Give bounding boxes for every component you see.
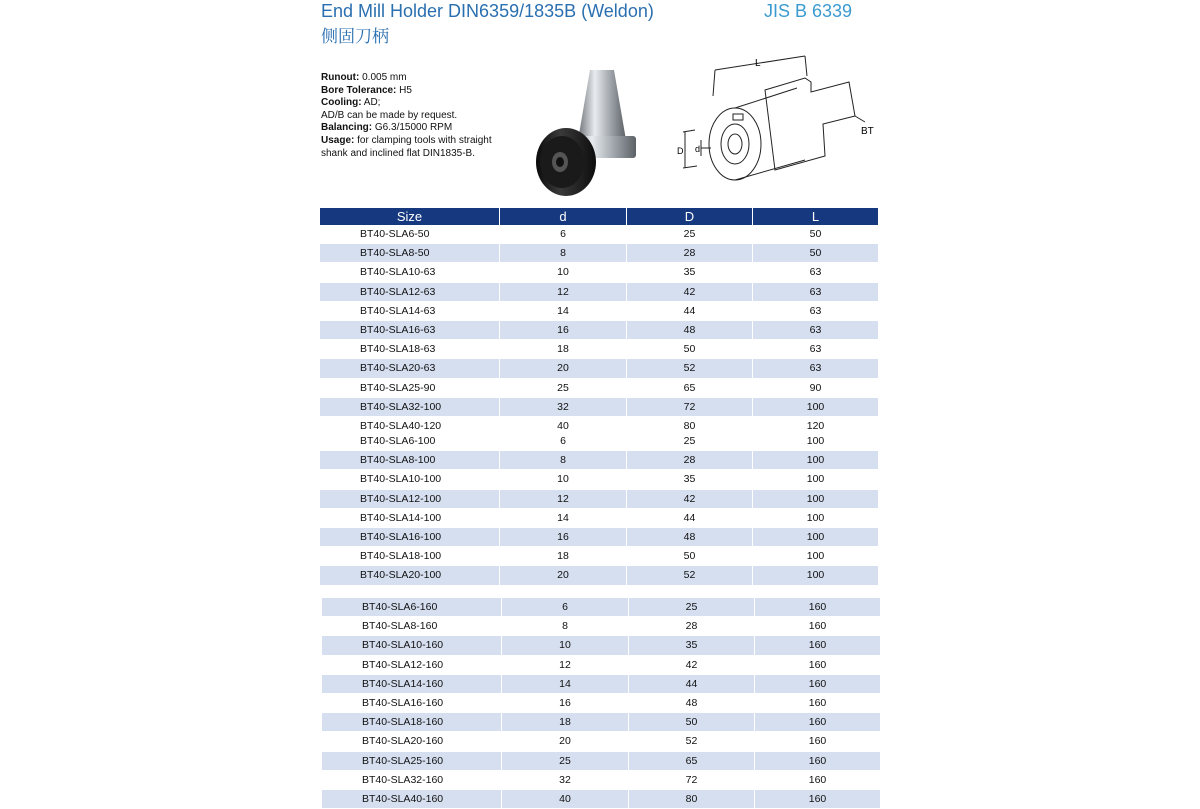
cell-d: 20 <box>500 359 627 378</box>
cell-l: 100 <box>753 547 878 566</box>
cell-l: 50 <box>753 225 878 244</box>
cell-d: 20 <box>500 566 627 585</box>
table-row <box>322 675 880 694</box>
cell-d: 8 <box>502 617 629 636</box>
table-row <box>320 398 878 417</box>
cell-l: 160 <box>755 598 880 617</box>
cell-size: BT40-SLA40-160 <box>322 790 502 809</box>
cell-big-d: 48 <box>627 321 753 340</box>
cell-l: 160 <box>755 694 880 713</box>
cell-d: 14 <box>500 509 627 528</box>
cell-l: 160 <box>755 732 880 751</box>
cell-l: 160 <box>755 713 880 732</box>
cell-size: BT40-SLA10-100 <box>320 470 500 489</box>
table-row <box>320 244 878 263</box>
cell-size: BT40-SLA20-100 <box>320 566 500 585</box>
cell-d: 40 <box>502 790 629 809</box>
page-subtitle: 侧固刀柄 <box>321 27 389 46</box>
cell-big-d: 80 <box>627 417 753 436</box>
size-table-group-3 <box>322 598 880 809</box>
cell-big-d: 42 <box>627 283 753 302</box>
cell-size: BT40-SLA12-160 <box>322 656 502 675</box>
cell-size: BT40-SLA6-100 <box>320 432 500 451</box>
cell-big-d: 72 <box>629 771 755 790</box>
cell-size: BT40-SLA18-160 <box>322 713 502 732</box>
cell-d: 18 <box>500 340 627 359</box>
table-row <box>320 302 878 321</box>
cell-l: 63 <box>753 302 878 321</box>
cell-l: 100 <box>753 451 878 470</box>
table-row <box>320 263 878 282</box>
cell-d: 12 <box>502 656 629 675</box>
cell-size: BT40-SLA32-100 <box>320 398 500 417</box>
page-title: End Mill Holder DIN6359/1835B (Weldon) <box>321 1 654 21</box>
cell-l: 100 <box>753 528 878 547</box>
cell-d: 25 <box>502 752 629 771</box>
cell-size: BT40-SLA14-100 <box>320 509 500 528</box>
table-row <box>320 470 878 489</box>
cell-d: 12 <box>500 283 627 302</box>
spec-runout: Runout: 0.005 mm <box>321 72 407 83</box>
cell-big-d: 52 <box>627 566 753 585</box>
table-row <box>322 617 880 636</box>
cell-big-d: 28 <box>629 617 755 636</box>
header-size: Size <box>320 208 500 225</box>
table-row <box>322 771 880 790</box>
cell-l: 100 <box>753 470 878 489</box>
cell-l: 160 <box>755 790 880 809</box>
table-row <box>320 528 878 547</box>
table-row <box>320 490 878 509</box>
spec-list <box>321 72 521 160</box>
cell-d: 6 <box>500 225 627 244</box>
cell-d: 16 <box>502 694 629 713</box>
table-header-row <box>320 208 878 225</box>
cell-size: BT40-SLA6-160 <box>322 598 502 617</box>
table-row <box>320 283 878 302</box>
cell-big-d: 65 <box>629 752 755 771</box>
cell-d: 14 <box>502 675 629 694</box>
table-row <box>320 225 878 244</box>
cell-l: 63 <box>753 359 878 378</box>
cell-l: 100 <box>753 432 878 451</box>
cell-l: 160 <box>755 617 880 636</box>
table-row <box>322 656 880 675</box>
cell-l: 63 <box>753 340 878 359</box>
cell-big-d: 72 <box>627 398 753 417</box>
cell-d: 6 <box>500 432 627 451</box>
standard-label: JIS B 6339 <box>764 1 853 21</box>
cell-l: 120 <box>753 417 878 436</box>
cell-l: 100 <box>753 398 878 417</box>
cell-size: BT40-SLA20-63 <box>320 359 500 378</box>
cell-big-d: 25 <box>629 598 755 617</box>
cell-big-d: 35 <box>627 470 753 489</box>
cell-big-d: 42 <box>627 490 753 509</box>
cell-big-d: 25 <box>627 432 753 451</box>
cell-size: BT40-SLA8-160 <box>322 617 502 636</box>
cell-size: BT40-SLA12-100 <box>320 490 500 509</box>
cell-l: 63 <box>753 263 878 282</box>
table-row <box>322 598 880 617</box>
table-row <box>320 451 878 470</box>
tool-holder-photo <box>532 66 642 198</box>
cell-big-d: 44 <box>629 675 755 694</box>
cell-size: BT40-SLA16-160 <box>322 694 502 713</box>
cell-big-d: 28 <box>627 451 753 470</box>
cell-big-d: 50 <box>629 713 755 732</box>
cell-size: BT40-SLA10-160 <box>322 636 502 655</box>
cell-big-d: 52 <box>629 732 755 751</box>
dim-label-bt: BT <box>861 126 874 137</box>
cell-size: BT40-SLA14-160 <box>322 675 502 694</box>
table-row <box>322 636 880 655</box>
cell-l: 160 <box>755 752 880 771</box>
cell-d: 16 <box>500 528 627 547</box>
cell-size: BT40-SLA14-63 <box>320 302 500 321</box>
cell-big-d: 48 <box>627 528 753 547</box>
cell-d: 20 <box>502 732 629 751</box>
cell-l: 100 <box>753 566 878 585</box>
size-table-group-2 <box>320 432 878 586</box>
cell-l: 160 <box>755 771 880 790</box>
cell-l: 160 <box>755 656 880 675</box>
cell-l: 50 <box>753 244 878 263</box>
cell-d: 16 <box>500 321 627 340</box>
cell-d: 6 <box>502 598 629 617</box>
dimension-drawing <box>655 52 880 192</box>
cell-size: BT40-SLA16-100 <box>320 528 500 547</box>
cell-size: BT40-SLA32-160 <box>322 771 502 790</box>
table-row <box>320 566 878 585</box>
spec-bore-tolerance: Bore Tolerance: H5 <box>321 84 412 96</box>
table-row <box>320 547 878 566</box>
cell-big-d: 44 <box>627 509 753 528</box>
size-table-group-1 <box>320 208 878 436</box>
table-row <box>322 752 880 771</box>
cell-big-d: 65 <box>627 379 753 398</box>
cell-big-d: 48 <box>629 694 755 713</box>
cell-size: BT40-SLA20-160 <box>322 732 502 751</box>
cell-big-d: 50 <box>627 547 753 566</box>
cell-size: BT40-SLA8-100 <box>320 451 500 470</box>
cell-l: 160 <box>755 675 880 694</box>
table-row <box>322 694 880 713</box>
table-row <box>322 732 880 751</box>
cell-size: BT40-SLA18-100 <box>320 547 500 566</box>
cell-d: 8 <box>500 451 627 470</box>
spec-cooling: Cooling: AD; <box>321 97 381 109</box>
cell-big-d: 44 <box>627 302 753 321</box>
cell-d: 10 <box>500 470 627 489</box>
cell-l: 63 <box>753 283 878 302</box>
table-row <box>320 340 878 359</box>
cell-size: BT40-SLA25-90 <box>320 379 500 398</box>
spec-balancing: Balancing: G6.3/15000 RPM <box>321 122 453 134</box>
cell-d: 40 <box>500 417 627 436</box>
cell-d: 25 <box>500 379 627 398</box>
cell-l: 160 <box>755 636 880 655</box>
cell-l: 63 <box>753 321 878 340</box>
spec-usage: Usage: for clamping tools with straight shank and inclined flat DIN1835-B. <box>321 134 492 159</box>
table-row <box>320 379 878 398</box>
table-row <box>322 790 880 809</box>
spec-cooling-note: AD/B can be made by request. <box>321 109 458 121</box>
table-row <box>320 359 878 378</box>
cell-size: BT40-SLA16-63 <box>320 321 500 340</box>
cell-d: 18 <box>500 547 627 566</box>
cell-big-d: 80 <box>629 790 755 809</box>
cell-size: BT40-SLA6-50 <box>320 225 500 244</box>
cell-size: BT40-SLA18-63 <box>320 340 500 359</box>
cell-l: 100 <box>753 509 878 528</box>
header-d: d <box>500 208 627 225</box>
dim-label-l: L <box>755 58 761 69</box>
cell-d: 10 <box>500 263 627 282</box>
cell-size: BT40-SLA8-50 <box>320 244 500 263</box>
table-row <box>320 432 878 451</box>
cell-l: 100 <box>753 490 878 509</box>
cell-size: BT40-SLA12-63 <box>320 283 500 302</box>
cell-big-d: 42 <box>629 656 755 675</box>
cell-d: 14 <box>500 302 627 321</box>
dim-label-small-d: d <box>695 144 701 154</box>
table-row <box>322 713 880 732</box>
cell-d: 32 <box>502 771 629 790</box>
dim-label-big-d: D <box>677 146 684 156</box>
cell-size: BT40-SLA25-160 <box>322 752 502 771</box>
cell-d: 8 <box>500 244 627 263</box>
table-row <box>320 321 878 340</box>
cell-d: 18 <box>502 713 629 732</box>
table-row <box>320 509 878 528</box>
cell-big-d: 35 <box>629 636 755 655</box>
cell-big-d: 35 <box>627 263 753 282</box>
cell-big-d: 28 <box>627 244 753 263</box>
cell-d: 12 <box>500 490 627 509</box>
cell-l: 90 <box>753 379 878 398</box>
cell-big-d: 52 <box>627 359 753 378</box>
cell-size: BT40-SLA10-63 <box>320 263 500 282</box>
cell-big-d: 50 <box>627 340 753 359</box>
header-big-d: D <box>627 208 753 225</box>
cell-big-d: 25 <box>627 225 753 244</box>
cell-size: BT40-SLA40-120 <box>320 417 500 436</box>
cell-d: 10 <box>502 636 629 655</box>
cell-d: 32 <box>500 398 627 417</box>
header-l: L <box>753 208 878 225</box>
